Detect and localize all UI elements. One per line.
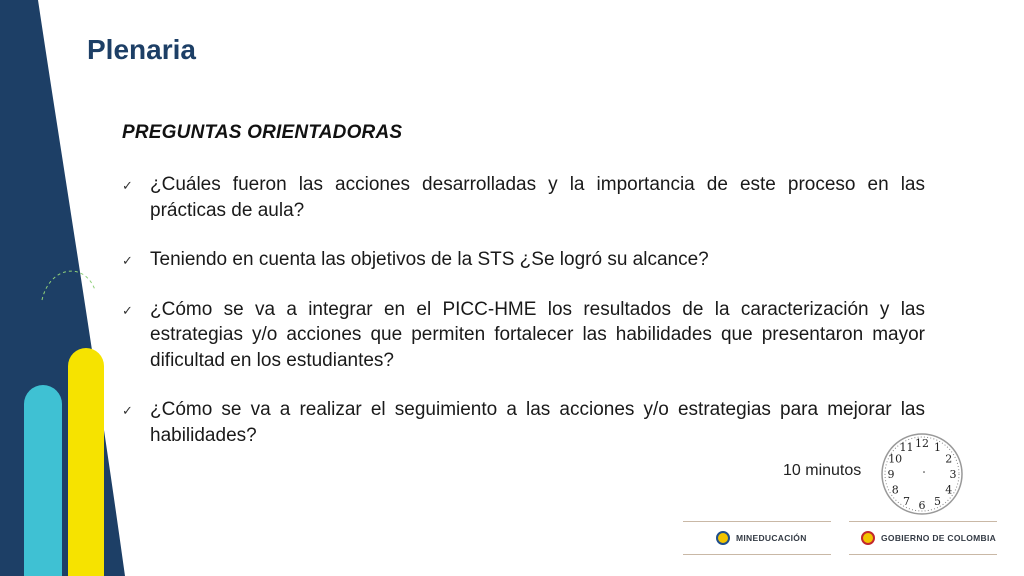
clock-icon — [878, 430, 966, 518]
question-text: ¿Cuáles fueron las acciones desarrolladas y la importancia de este proceso en las prácticas de aula? — [150, 174, 925, 221]
check-icon: ✓ — [122, 179, 133, 194]
list-item — [122, 247, 925, 273]
timer-label: 10 minutos — [783, 462, 862, 479]
navy-band — [0, 0, 125, 576]
section-heading: PREGUNTAS ORIENTADORAS — [122, 122, 403, 143]
clock-number: 9 — [887, 468, 895, 481]
logo-text: GOBIERNO DE COLOMBIA — [881, 533, 997, 543]
clock-number: 11 — [899, 441, 914, 455]
clock-number: 2 — [945, 452, 953, 466]
clock-number: 8 — [891, 483, 899, 497]
cyan-pill — [24, 385, 62, 576]
clock-number: 4 — [945, 483, 953, 497]
clock-number: 1 — [934, 441, 941, 455]
question-text: ¿Cómo se va a integrar en el PICC-HME los resultados de la caracterización y las estrategias y/o acciones que permiten fortalecer las habilidades que presentaron mayor dificultad en los estudiantes? — [150, 298, 925, 371]
check-icon: ✓ — [122, 254, 133, 269]
clock-number: 10 — [888, 452, 903, 466]
left-decoration — [0, 0, 130, 576]
mineducacion-logo — [683, 521, 831, 555]
clock-number: 12 — [915, 437, 929, 450]
question-list — [122, 172, 925, 472]
clock-number: 6 — [918, 499, 926, 512]
check-icon: ✓ — [122, 404, 133, 419]
shield-icon — [716, 531, 730, 545]
question-text: Teniendo en cuenta las objetivos de la STS ¿Se logró su alcance? — [150, 249, 709, 270]
shield-icon — [861, 531, 875, 545]
yellow-pill — [68, 348, 104, 576]
question-text: ¿Cómo se va a realizar el seguimiento a las acciones y/o estrategias para mejorar las habilidades? — [150, 399, 925, 446]
check-icon: ✓ — [122, 303, 133, 319]
slide-title: Plenaria — [87, 34, 196, 65]
clock-number: 5 — [934, 494, 941, 508]
clock-number: 3 — [949, 468, 957, 481]
gobierno-logo — [849, 521, 997, 555]
list-item — [122, 172, 925, 223]
list-item — [122, 397, 925, 448]
list-item — [122, 297, 925, 374]
logo-text: MINEDUCACIÓN — [736, 533, 807, 543]
clock-number: 7 — [903, 494, 910, 508]
